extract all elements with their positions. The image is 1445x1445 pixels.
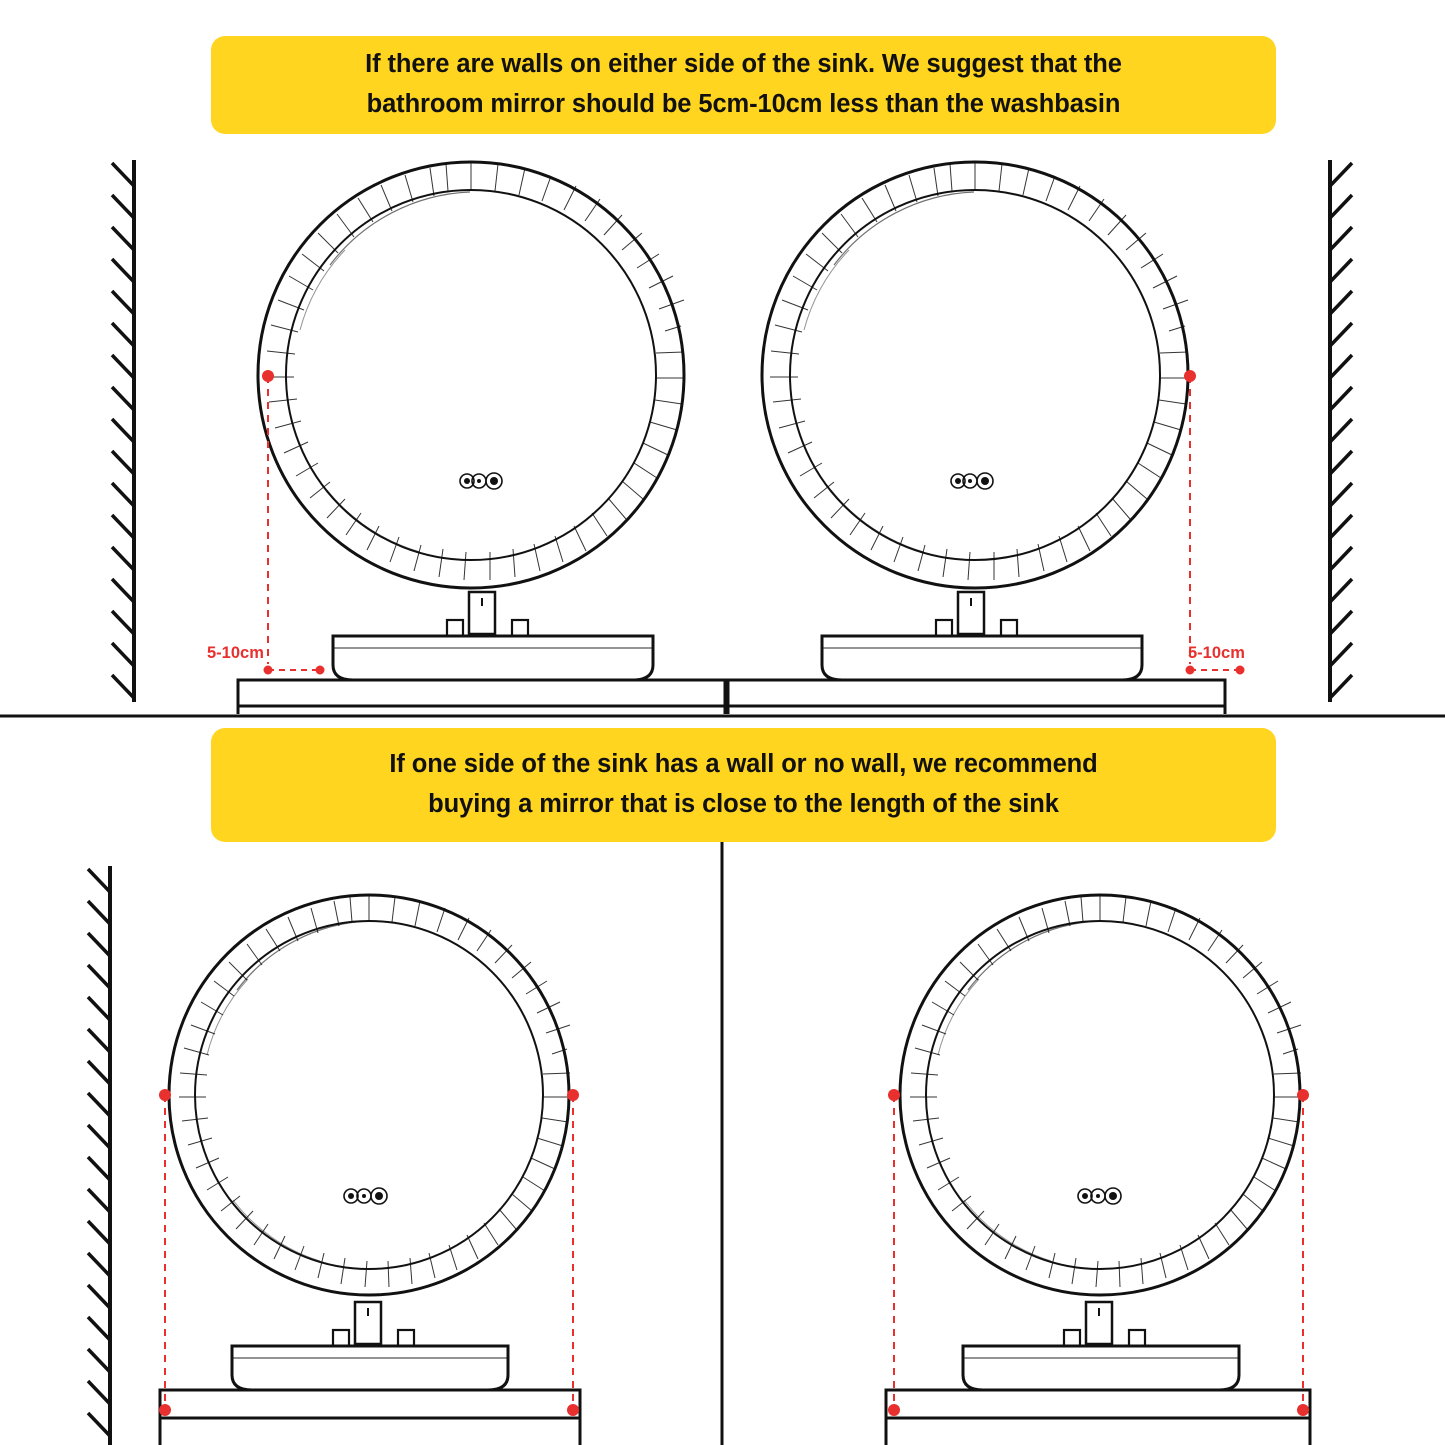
bottom-left-mirror [169, 895, 570, 1295]
dimension-right [1184, 370, 1245, 675]
top-banner-line2: bathroom mirror should be 5cm-10cm less than the washbasin [366, 90, 1121, 118]
bottom-banner-line2: buying a mirror that is close to the length of the sink [428, 790, 1059, 818]
dimension-label-right: 5-10cm [1188, 644, 1245, 662]
bottom-left-sink [232, 1346, 508, 1390]
top-banner-line1: If there are walls on either side of the sink. We suggest that the [365, 50, 1122, 79]
bottom-left-wall [88, 866, 110, 1445]
countertop-right [728, 680, 1225, 714]
right-wall [1330, 160, 1352, 702]
bottom-right-countertop [886, 1390, 1310, 1445]
bottom-instruction-banner [211, 728, 1276, 842]
countertop-left [238, 680, 725, 714]
top-instruction-banner [211, 36, 1276, 134]
bottom-right-dimension-left [888, 1089, 900, 1416]
round-mirror-left [258, 162, 684, 588]
dimension-label-left: 5-10cm [207, 644, 264, 662]
bottom-left-countertop [160, 1390, 580, 1445]
round-mirror-right [762, 162, 1188, 588]
vessel-sink-left [333, 636, 653, 680]
vessel-sink-right [822, 636, 1142, 680]
bottom-left-dimension-right [567, 1089, 579, 1416]
bottom-right-dimension-right [1297, 1089, 1309, 1416]
bottom-right-mirror [900, 895, 1301, 1295]
bottom-right-sink [963, 1346, 1239, 1390]
left-wall [112, 160, 134, 702]
bottom-left-dimension-left [159, 1089, 171, 1416]
bottom-banner-line1: If one side of the sink has a wall or no wall, we recommend [389, 750, 1098, 779]
